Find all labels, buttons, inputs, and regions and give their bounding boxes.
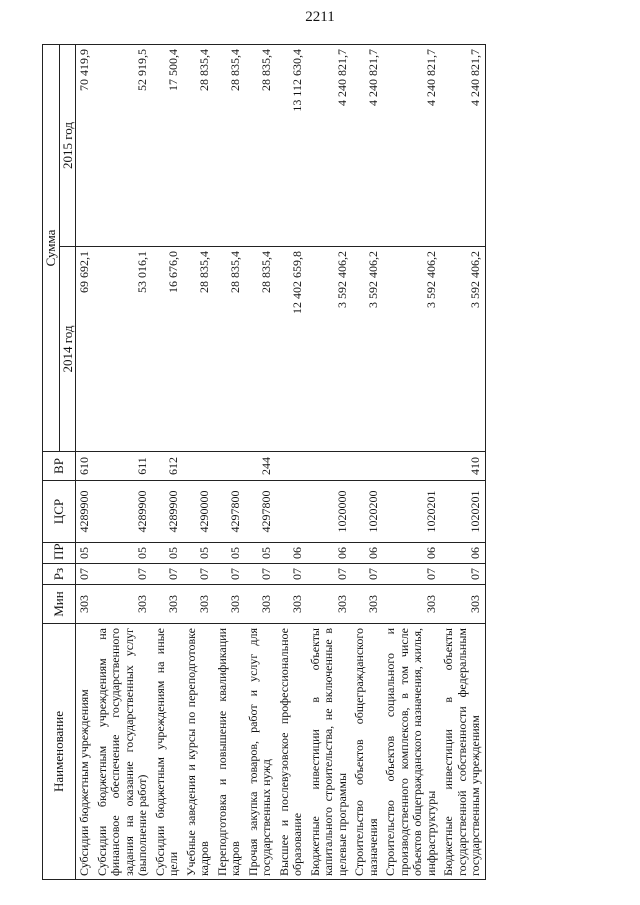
row-min: 303 <box>382 585 440 624</box>
table-row <box>307 45 352 880</box>
row-sum-2015: 4 240 821,7 <box>307 45 352 247</box>
row-name: Высшее и послевузовское профессиональное образование <box>276 624 307 880</box>
row-min: 303 <box>214 585 245 624</box>
row-name: Учебные заведения и курсы по переподготовке кадров <box>183 624 214 880</box>
table-row <box>76 45 94 880</box>
row-sum-2015: 13 112 630,4 <box>276 45 307 247</box>
row-rz: 07 <box>214 564 245 585</box>
row-vr: 610 <box>76 452 94 481</box>
row-vr <box>214 452 245 481</box>
row-pr: 05 <box>76 543 94 564</box>
row-vr <box>307 452 352 481</box>
row-sum-2015: 4 240 821,7 <box>382 45 440 247</box>
row-sum-2014: 28 835,4 <box>214 247 245 452</box>
header-name: Наименование <box>43 624 76 880</box>
row-csr: 4297800 <box>245 481 276 543</box>
row-pr: 05 <box>183 543 214 564</box>
row-rz: 07 <box>440 564 485 585</box>
row-sum-2014: 3 592 406,2 <box>382 247 440 452</box>
row-vr <box>183 452 214 481</box>
header-csr: ЦСР <box>43 481 76 543</box>
row-csr: 4289900 <box>152 481 183 543</box>
row-sum-2014: 16 676,0 <box>152 247 183 452</box>
row-vr <box>351 452 382 481</box>
row-sum-2014: 3 592 406,2 <box>440 247 485 452</box>
row-rz: 07 <box>76 564 94 585</box>
table-row <box>351 45 382 880</box>
row-sum-2014: 28 835,4 <box>183 247 214 452</box>
header-rz: Рз <box>43 564 76 585</box>
row-pr: 05 <box>214 543 245 564</box>
row-vr: 611 <box>94 452 152 481</box>
row-pr: 06 <box>276 543 307 564</box>
row-sum-2014: 28 835,4 <box>245 247 276 452</box>
row-sum-2015: 28 835,4 <box>245 45 276 247</box>
row-min: 303 <box>152 585 183 624</box>
row-name: Строительство объектов социального и производственного комплексов, в том числе объектов общегражданского назначения, жилья, инфраструктуры <box>382 624 440 880</box>
header-2014: 2014 год <box>59 247 76 452</box>
row-sum-2015: 70 419,9 <box>76 45 94 247</box>
row-csr: 1020201 <box>440 481 485 543</box>
row-rz: 07 <box>183 564 214 585</box>
row-min: 303 <box>307 585 352 624</box>
header-vr: ВР <box>43 452 76 481</box>
row-name: Субсидии бюджетным учреждениям <box>76 624 94 880</box>
row-min: 303 <box>276 585 307 624</box>
row-rz: 07 <box>307 564 352 585</box>
table-row <box>382 45 440 880</box>
row-pr: 06 <box>382 543 440 564</box>
row-min: 303 <box>94 585 152 624</box>
table-row <box>214 45 245 880</box>
row-pr: 06 <box>440 543 485 564</box>
row-name: Переподготовка и повышение квалификации кадров <box>214 624 245 880</box>
row-vr: 244 <box>245 452 276 481</box>
table-row <box>440 45 485 880</box>
row-rz: 07 <box>276 564 307 585</box>
row-csr: 4290000 <box>183 481 214 543</box>
row-rz: 07 <box>94 564 152 585</box>
row-min: 303 <box>440 585 485 624</box>
header-min: Мин <box>43 585 76 624</box>
row-name: Строительство объектов общегражданского назначения <box>351 624 382 880</box>
row-sum-2014: 3 592 406,2 <box>307 247 352 452</box>
row-csr: 4289900 <box>76 481 94 543</box>
row-name: Бюджетные инвестиции в объекты государственной собственности федеральным государственным учреждениям <box>440 624 485 880</box>
table-row <box>245 45 276 880</box>
row-rz: 07 <box>152 564 183 585</box>
row-vr <box>382 452 440 481</box>
rotated-table-frame <box>42 45 597 880</box>
row-pr: 05 <box>245 543 276 564</box>
row-pr: 06 <box>351 543 382 564</box>
row-pr: 06 <box>307 543 352 564</box>
row-name: Субсидии бюджетным учреждениям на иные цели <box>152 624 183 880</box>
row-min: 303 <box>183 585 214 624</box>
row-rz: 07 <box>351 564 382 585</box>
row-min: 303 <box>245 585 276 624</box>
header-pr: ПР <box>43 543 76 564</box>
row-sum-2014: 12 402 659,8 <box>276 247 307 452</box>
table-row <box>276 45 307 880</box>
table-row <box>183 45 214 880</box>
row-min: 303 <box>76 585 94 624</box>
row-sum-2015: 28 835,4 <box>214 45 245 247</box>
row-sum-2014: 53 016,1 <box>94 247 152 452</box>
table-row <box>152 45 183 880</box>
row-pr: 05 <box>152 543 183 564</box>
row-min: 303 <box>351 585 382 624</box>
row-vr: 410 <box>440 452 485 481</box>
row-csr <box>276 481 307 543</box>
row-csr: 4297800 <box>214 481 245 543</box>
row-rz: 07 <box>245 564 276 585</box>
row-sum-2015: 52 919,5 <box>94 45 152 247</box>
row-vr <box>276 452 307 481</box>
table-body <box>76 45 486 880</box>
row-rz: 07 <box>382 564 440 585</box>
row-csr: 1020200 <box>351 481 382 543</box>
page-number: 2211 <box>305 9 335 25</box>
budget-table <box>42 44 486 880</box>
row-name: Прочая закупка товаров, работ и услуг для государственных нужд <box>245 624 276 880</box>
row-sum-2015: 4 240 821,7 <box>351 45 382 247</box>
table-row <box>94 45 152 880</box>
row-sum-2015: 17 500,4 <box>152 45 183 247</box>
row-sum-2014: 3 592 406,2 <box>351 247 382 452</box>
row-sum-2015: 28 835,4 <box>183 45 214 247</box>
row-sum-2014: 69 692,1 <box>76 247 94 452</box>
row-csr: 4289900 <box>94 481 152 543</box>
header-2015: 2015 год <box>59 45 76 247</box>
row-pr: 05 <box>94 543 152 564</box>
row-name: Субсидии бюджетным учреждениям на финансовое обеспечение государственного задания на оказание государственных услуг (выполнение работ) <box>94 624 152 880</box>
row-vr: 612 <box>152 452 183 481</box>
row-csr: 1020201 <box>382 481 440 543</box>
header-sum: Сумма <box>43 45 60 452</box>
row-sum-2015: 4 240 821,7 <box>440 45 485 247</box>
row-name: Бюджетные инвестиции в объекты капитального строительства, не включенные в целевые программы <box>307 624 352 880</box>
row-csr: 1020000 <box>307 481 352 543</box>
